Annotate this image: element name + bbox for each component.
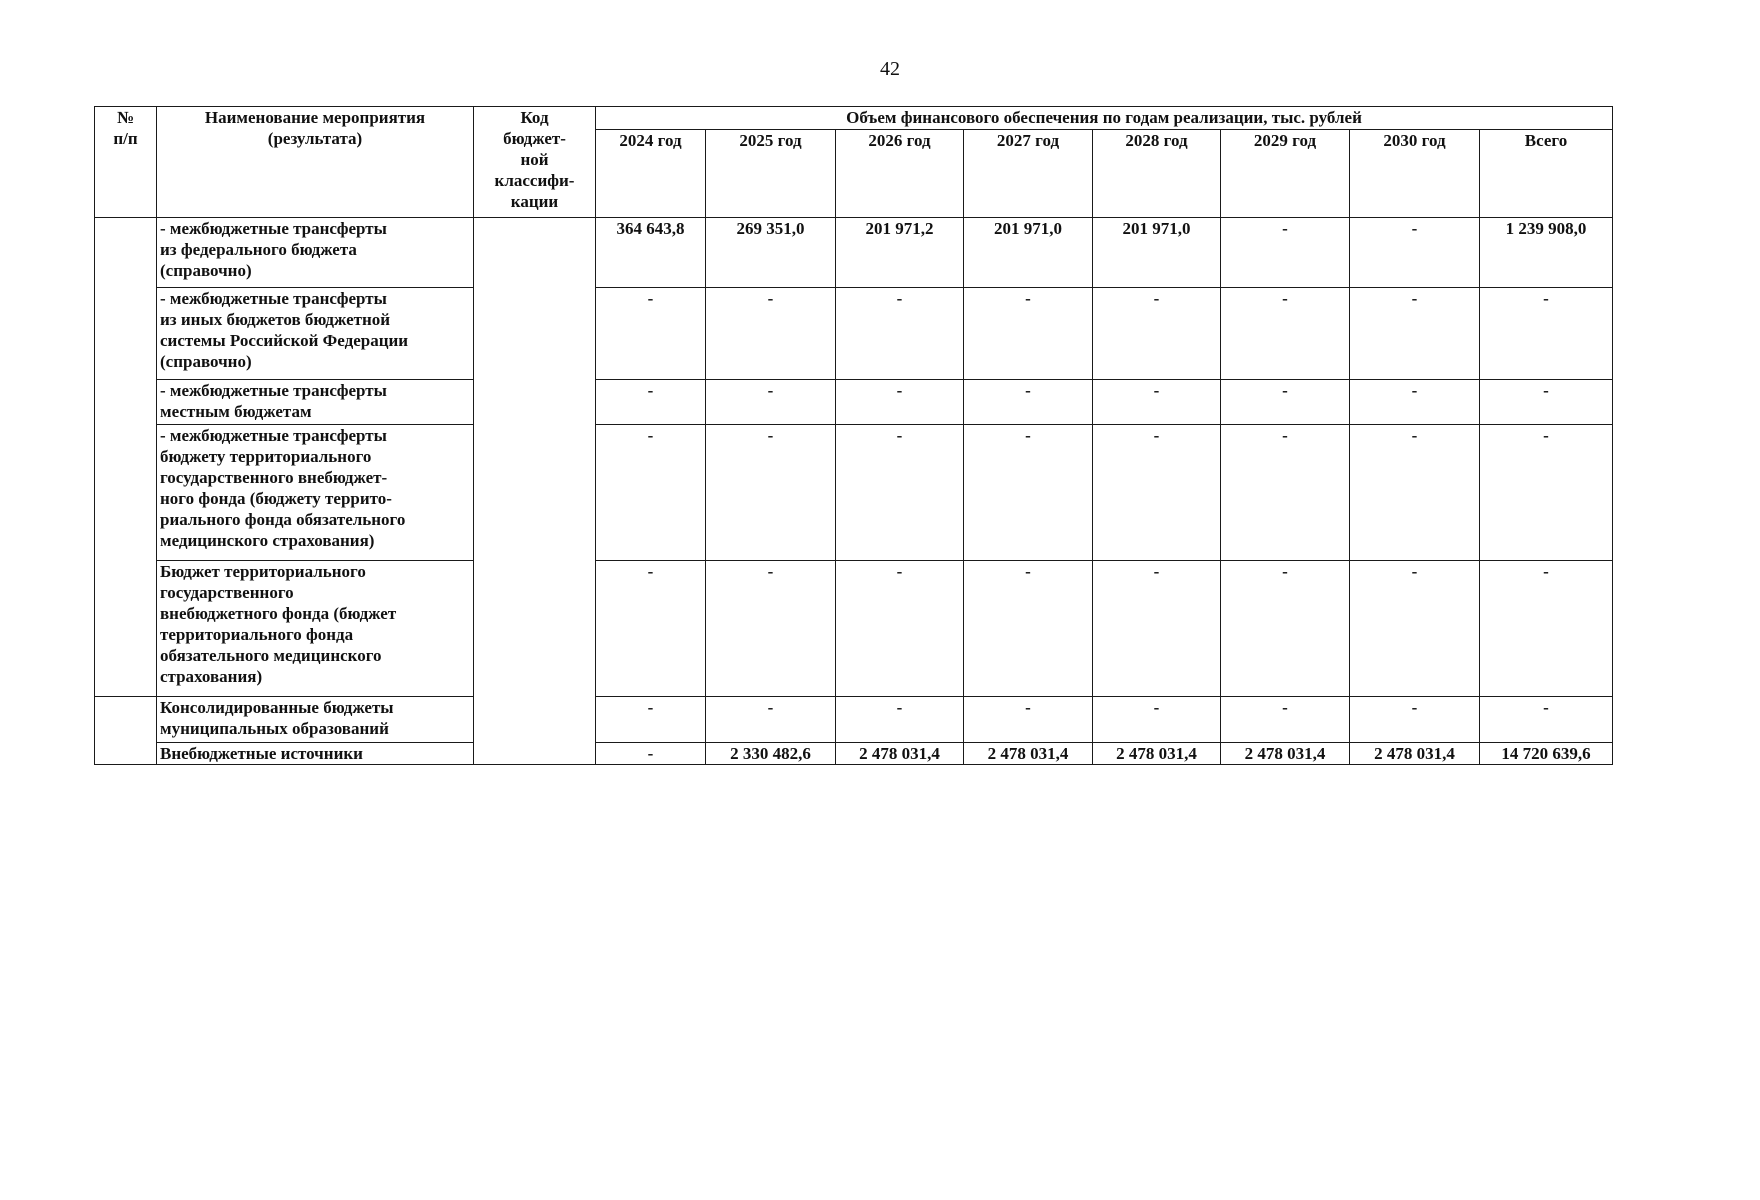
value-cell: - (1350, 425, 1480, 561)
value-cell: 201 971,0 (964, 218, 1093, 288)
value-cell: - (836, 288, 964, 380)
value-cell: - (706, 288, 836, 380)
value-cell: - (1221, 425, 1350, 561)
header-year-2025: 2025 год (706, 130, 836, 218)
value-cell: 201 971,2 (836, 218, 964, 288)
row-name: - межбюджетные трансферты бюджету территориального государственного внебюджет- ного фонда (бюджету террито- риального фонда обязательного медицинского страхования) (157, 425, 474, 561)
header-year-2027: 2027 год (964, 130, 1093, 218)
table-row (95, 218, 1613, 288)
row-name: Внебюджетные источники (157, 743, 474, 765)
value-cell: - (836, 561, 964, 697)
row-name: Бюджет территориального государственного внебюджетного фонда (бюджет территориального фонда обязательного медицинского страхования) (157, 561, 474, 697)
value-cell: - (836, 425, 964, 561)
value-cell: - (836, 380, 964, 425)
value-cell: - (596, 697, 706, 743)
value-cell: - (706, 425, 836, 561)
value-cell: - (1350, 288, 1480, 380)
row-number-cell (95, 697, 157, 765)
table-row (95, 380, 1613, 425)
value-cell: - (964, 561, 1093, 697)
table-row (95, 288, 1613, 380)
value-cell: 269 351,0 (706, 218, 836, 288)
value-cell: - (706, 380, 836, 425)
value-cell: - (1480, 288, 1613, 380)
value-cell: - (964, 380, 1093, 425)
header-year-2030: 2030 год (1350, 130, 1480, 218)
value-cell: 14 720 639,6 (1480, 743, 1613, 765)
header-year-2026: 2026 год (836, 130, 964, 218)
value-cell: 1 239 908,0 (1480, 218, 1613, 288)
table-row (95, 561, 1613, 697)
value-cell: - (964, 425, 1093, 561)
value-cell: - (836, 697, 964, 743)
value-cell: 2 478 031,4 (964, 743, 1093, 765)
value-cell: 201 971,0 (1093, 218, 1221, 288)
header-financing-volume: Объем финансового обеспечения по годам реализации, тыс. рублей (596, 107, 1613, 130)
value-cell: 2 330 482,6 (706, 743, 836, 765)
table-row (95, 425, 1613, 561)
header-total: Всего (1480, 130, 1613, 218)
value-cell: - (1221, 697, 1350, 743)
value-cell: 2 478 031,4 (1221, 743, 1350, 765)
header-name: Наименование мероприятия (результата) (157, 107, 474, 218)
value-cell: - (964, 288, 1093, 380)
value-cell: - (596, 425, 706, 561)
value-cell: - (1221, 218, 1350, 288)
value-cell: - (706, 561, 836, 697)
value-cell: - (596, 561, 706, 697)
value-cell: - (596, 380, 706, 425)
header-year-2029: 2029 год (1221, 130, 1350, 218)
value-cell: - (1093, 425, 1221, 561)
value-cell: - (1480, 561, 1613, 697)
value-cell: - (1350, 380, 1480, 425)
value-cell: - (964, 697, 1093, 743)
budget-code-cell (474, 218, 596, 765)
row-name: - межбюджетные трансферты местным бюджетам (157, 380, 474, 425)
value-cell: - (1221, 561, 1350, 697)
value-cell: - (1480, 425, 1613, 561)
value-cell: - (1480, 380, 1613, 425)
value-cell: - (1350, 218, 1480, 288)
value-cell: - (1221, 380, 1350, 425)
value-cell: - (1093, 561, 1221, 697)
header-year-2028: 2028 год (1093, 130, 1221, 218)
row-name: - межбюджетные трансферты из федерального бюджета (справочно) (157, 218, 474, 288)
value-cell: - (706, 697, 836, 743)
header-budget-code: Код бюджет- ной классифи- кации (474, 107, 596, 218)
page-number: 42 (880, 58, 900, 80)
value-cell: - (1221, 288, 1350, 380)
table-row (95, 697, 1613, 743)
row-number-cell (95, 218, 157, 697)
value-cell: - (596, 743, 706, 765)
value-cell: - (1350, 697, 1480, 743)
table-row (95, 743, 1613, 765)
value-cell: - (1093, 380, 1221, 425)
value-cell: - (1480, 697, 1613, 743)
row-name: Консолидированные бюджеты муниципальных образований (157, 697, 474, 743)
value-cell: - (1350, 561, 1480, 697)
budget-table (94, 106, 1613, 765)
value-cell: 2 478 031,4 (1093, 743, 1221, 765)
header-number: № п/п (95, 107, 157, 218)
header-row-top (95, 107, 1613, 130)
value-cell: - (1093, 697, 1221, 743)
value-cell: 2 478 031,4 (1350, 743, 1480, 765)
value-cell: 364 643,8 (596, 218, 706, 288)
value-cell: 2 478 031,4 (836, 743, 964, 765)
row-name: - межбюджетные трансферты из иных бюджетов бюджетной системы Российской Федерации (справочно) (157, 288, 474, 380)
value-cell: - (596, 288, 706, 380)
value-cell: - (1093, 288, 1221, 380)
header-year-2024: 2024 год (596, 130, 706, 218)
